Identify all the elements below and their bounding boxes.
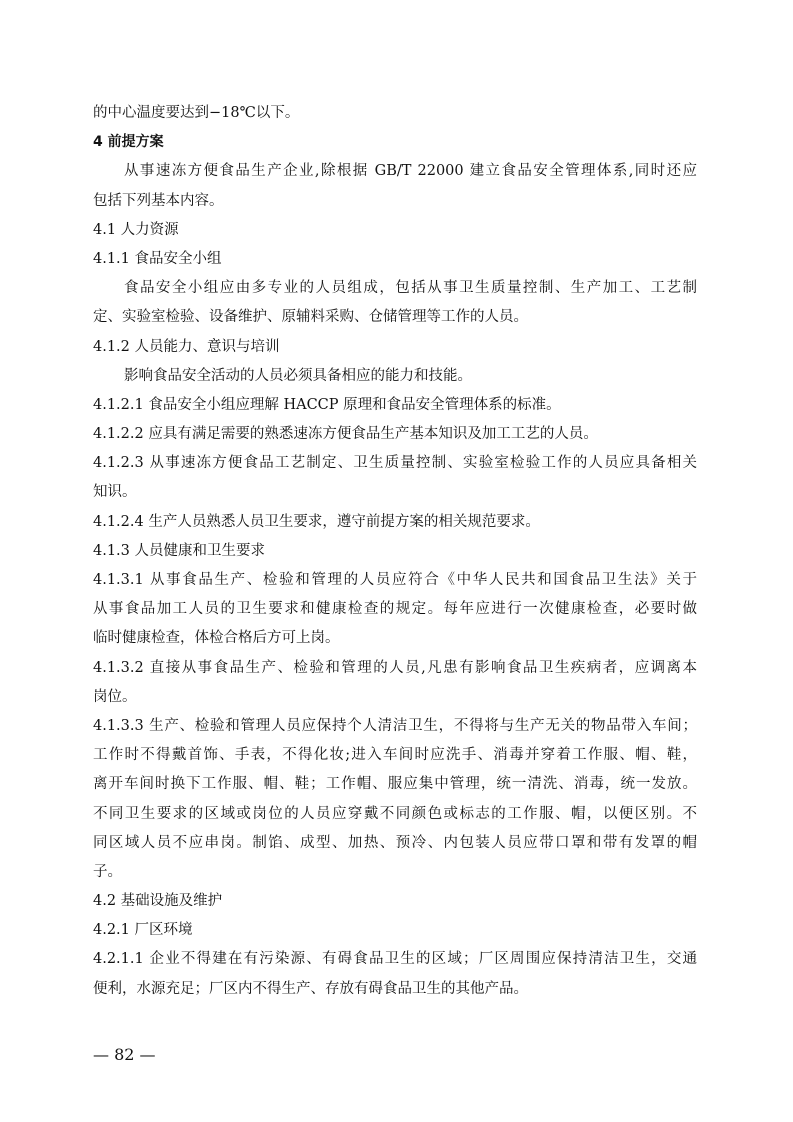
clause-line: 4.1.3.2 直接从事食品生产、检验和管理的人员,凡患有影响食品卫生疾病者，应调离本 xyxy=(93,659,697,676)
clause-line: 4.1.2.1 食品安全小组应理解 HACCP 原理和食品安全管理体系的标准。 xyxy=(93,396,561,413)
paragraph-line: 工作时不得戴首饰、手表，不得化妆;进入车间时应洗手、消毒并穿着工作服、帽、鞋， xyxy=(93,747,697,764)
clause-line: 4.1.2.4 生产人员熟悉人员卫生要求，遵守前提方案的相关规范要求。 xyxy=(93,513,540,530)
paragraph-line: 包括下列基本内容。 xyxy=(93,192,224,209)
subsection-heading: 4.1.1 食品安全小组 xyxy=(93,250,222,267)
paragraph-line: 同区域人员不应串岗。制馅、成型、加热、预冷、内包装人员应带口罩和带有发罩的帽 xyxy=(93,834,697,851)
clause-line: 4.2.1.1 企业不得建在有污染源、有碍食品卫生的区域；厂区周围应保持清洁卫生，交通 xyxy=(93,951,697,968)
paragraph-line: 的中心温度要达到−18℃以下。 xyxy=(93,105,300,121)
paragraph-line: 不同卫生要求的区域或岗位的人员应穿戴不同颜色或标志的工作服、帽，以便区别。不 xyxy=(93,805,697,822)
paragraph-line: 食品安全小组应由多专业的人员组成，包括从事卫生质量控制、生产加工、工艺制 xyxy=(124,280,697,297)
paragraph-line: 从事食品加工人员的卫生要求和健康检查的规定。每年应进行一次健康检查，必要时做 xyxy=(93,601,697,618)
paragraph-line: 影响食品安全活动的人员必须具备相应的能力和技能。 xyxy=(124,367,472,384)
paragraph-line: 定、实验室检验、设备维护、原辅料采购、仓储管理等工作的人员。 xyxy=(93,309,528,326)
paragraph-line: 岗位。 xyxy=(93,688,137,705)
section-heading: 4 前提方案 xyxy=(93,134,164,151)
subsection-heading: 4.1 人力资源 xyxy=(93,221,179,238)
paragraph-line: 知识。 xyxy=(93,484,137,501)
paragraph-line: 子。 xyxy=(93,863,122,880)
paragraph-line: 离开车间时换下工作服、帽、鞋；工作帽、服应集中管理，统一清洗、消毒，统一发放。 xyxy=(93,776,697,793)
page-number: — 82 — xyxy=(93,1045,156,1064)
subsection-heading: 4.2 基础设施及维护 xyxy=(93,893,223,910)
paragraph-line: 便利，水源充足；厂区内不得生产、存放有碍食品卫生的其他产品。 xyxy=(93,980,528,997)
clause-line: 4.1.3.1 从事食品生产、检验和管理的人员应符合《中华人民共和国食品卫生法》关于 xyxy=(93,572,697,588)
clause-line: 4.1.2.3 从事速冻方便食品工艺制定、卫生质量控制、实验室检验工作的人员应具备相关 xyxy=(93,455,697,472)
paragraph-line: 临时健康检查，体检合格后方可上岗。 xyxy=(93,630,340,647)
document-body xyxy=(93,99,697,1004)
clause-line: 4.1.2.2 应具有满足需要的熟悉速冻方便食品生产基本知识及加工工艺的人员。 xyxy=(93,426,598,443)
subsection-heading: 4.2.1 厂区环境 xyxy=(93,922,193,939)
paragraph-line: 从事速冻方便食品生产企业,除根据 GB/T 22000 建立食品安全管理体系,同时还应 xyxy=(124,163,697,180)
subsection-heading: 4.1.3 人员健康和卫生要求 xyxy=(93,542,266,559)
subsection-heading: 4.1.2 人员能力、意识与培训 xyxy=(93,338,280,355)
clause-line: 4.1.3.3 生产、检验和管理人员应保持个人清洁卫生，不得将与生产无关的物品带入车间； xyxy=(93,717,697,734)
